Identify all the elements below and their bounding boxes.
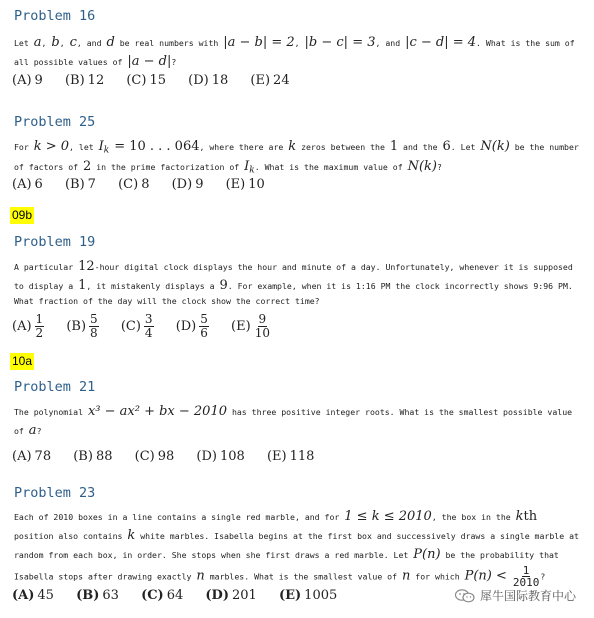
choice-b: (B) $\frac{5}{8}$: [66, 312, 98, 340]
problem-16-title: Problem 16: [14, 8, 96, 24]
choice-a: (A) 45: [12, 588, 54, 603]
watermark-text: 犀牛国际教育中心: [479, 589, 576, 603]
choice-e: (E) $\frac{9}{10}$: [231, 312, 270, 340]
choice-a: (A) 6: [12, 177, 43, 192]
problem-16-statement: Let a, b, c, and d be real numbers with |a − b| = 2, |b − c| = 3, and |c − d| = 4. What is the sum of all possible values of |a − d|?: [14, 35, 575, 69]
problem-16-choices: [12, 73, 308, 88]
choice-c: (C) 15: [126, 73, 166, 88]
choice-c: (C) 8: [118, 177, 150, 192]
problem-21-statement: The polynomial x³ − ax² + bx − 2010 has three positive integer roots. What is the smallest possible value of a?: [14, 404, 573, 438]
choice-b: (B) 88: [73, 449, 113, 464]
problem-25-statement: For k > 0, let $I_k = 10$ . . . 064, where there are k zeros between the 1 and the 6. Let N(k) be the number of factors of 2 in the prime factorization of $I_k$. What is the maximum value of N(k)?: [14, 139, 579, 176]
choice-a: (A) 78: [12, 449, 52, 464]
choice-e: (E) 1005: [278, 588, 338, 603]
choice-e: (E) 118: [266, 449, 315, 464]
wechat-icon: [455, 589, 475, 603]
choice-c: (C) 64: [141, 588, 184, 603]
year-tag-highlight: 10a: [12, 354, 33, 368]
problem-19-choices: [12, 313, 289, 339]
problem-19-statement: A particular 12-hour digital clock displays the hour and minute of a day. Unfortunately, whenever it is supposed to display a 1, it mistakenly displays a 9. For example, when it is 1:16 PM the clock incorrectly shows 9:96 PM. What fraction of the day will the clock show the correct time?: [14, 259, 573, 306]
problem-25-title: Problem 25: [14, 114, 96, 130]
problem-19-title: Problem 19: [14, 234, 96, 250]
choice-d: (D) 201: [205, 588, 257, 603]
problem-23-title: Problem 23: [14, 485, 96, 501]
problem-25-choices: [12, 177, 283, 192]
choice-d: (D) $\frac{5}{6}$: [175, 312, 208, 340]
choice-d: (D) 18: [188, 73, 229, 88]
watermark: [455, 587, 576, 604]
choice-d: (D) 9: [171, 177, 204, 192]
choice-e: (E) 24: [250, 73, 290, 88]
choice-c: (C) 98: [134, 449, 175, 464]
choice-b: (B) 63: [76, 588, 119, 603]
problem-23-choices: [12, 588, 355, 603]
choice-b: (B) 7: [64, 177, 96, 192]
choice-a: (A) 9: [12, 73, 43, 88]
choice-b: (B) 12: [64, 73, 105, 88]
problem-23-statement: Each of 2010 boxes in a line contains a single red marble, and for 1 ≤ k ≤ 2010, the box in the kth position also contains k white marbles. Isabella begins at the first box and successively draws a single marble at random from each box, in order. She stops when she first draws a red marble. Let P(n) be the probability that Isabella stops after drawing exactly n marbles. What is the smallest value of n for which P(n) < $\frac{1}{2010}$ ?: [14, 509, 579, 590]
problem-21-choices: [12, 449, 332, 464]
choice-c: (C) $\frac{3}{4}$: [120, 312, 153, 340]
choice-a: (A) $\frac{1}{2}$: [12, 312, 44, 340]
choice-d: (D) 108: [196, 449, 245, 464]
year-tag-highlight: 09b: [12, 208, 33, 222]
choice-e: (E) 10: [225, 177, 265, 192]
problem-21-title: Problem 21: [14, 379, 96, 395]
